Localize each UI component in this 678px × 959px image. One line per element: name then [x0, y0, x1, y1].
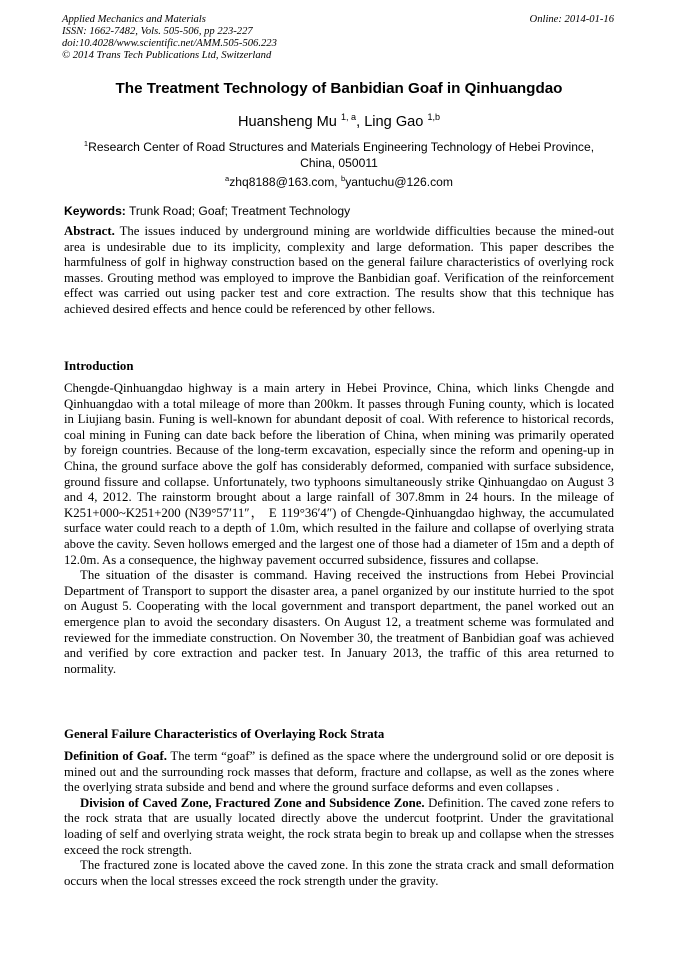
doi-line: doi:10.4028/www.scientific.net/AMM.505-506.223	[62, 38, 277, 49]
email-link[interactable]: zhq8188@163.com,	[229, 175, 342, 189]
author-name: Huansheng Mu	[237, 114, 337, 130]
paragraph: Chengde-Qinhuangdao highway is a main artery in Hebei Province, China, which links Chengde and Qinhuangdao with a total mileage of more than 200km. It passes through Funing county, which is located in Liujiang basin. Funing is well-known for abundant deposit of coal. With reference to historical records, coal mining in Funing can date back before the liberation of China, when mining was primarily operated by foreign countries. Because of the long-term excavation, especially since the reform and opening-up in China, the ground surface above the golf has considerably deformed, companied with surface subsidence, ground fissure and collapse. Unfortunately, two typhoons simultaneously strike Qinhuangdao on August 3 and 4, 2012. The rainstorm brought about a large rainfall of 307.8mm in 24 hours. In the mileage of K251+000~K251+200 (N39°57′11″， E 119°36′4″) of Chengde-Qinhuangdao highway, the accumulated surface water could reach to a depth of 1.0m, which resulted in the failure and collapse of overlying strata above the cavity. Seven hollows emerged and the largest one of those had a diameter of 15m and a depth of 12.0m. As a consequence, the highway pavement occurred subsidence, fissures and collapse.	[64, 381, 614, 567]
abstract	[64, 224, 614, 318]
subsection-label: Definition of Goaf.	[64, 749, 167, 763]
author-name: Ling Gao	[364, 114, 424, 130]
author-superscript: 1,b	[427, 112, 441, 123]
paragraph: The fractured zone is located above the caved zone. In this zone the strata crack and small deformation occurs when the local stresses exceed the rock strength under the gravity.	[64, 858, 614, 888]
affiliation-line: China, 050011	[300, 156, 378, 170]
subsection-label: Division of Caved Zone, Fractured Zone and Subsidence Zone.	[80, 795, 425, 810]
keywords-label: Keywords:	[64, 204, 126, 218]
affiliation	[62, 139, 616, 171]
author-superscript: 1, a	[340, 112, 357, 123]
email-superscript: b	[341, 173, 346, 183]
author-emails	[40, 175, 638, 189]
section-heading: General Failure Characteristics of Overlaying Rock Strata	[64, 727, 385, 741]
author-separator: ,	[356, 114, 365, 130]
introduction-body	[64, 381, 614, 677]
keywords-text: Trunk Road; Goaf; Treatment Technology	[125, 204, 351, 218]
paragraph-text: Definition. The caved zone refers to the rock strata that are usually located directly above the undercut footprint. Under the gravitational loading of self and overlying strata weight, the rock strata begin to break up and collapse when the stresses exceed the rock strength.	[64, 795, 614, 857]
abstract-label: Abstract.	[64, 224, 115, 238]
paragraph	[64, 796, 614, 858]
paragraph-text: The term “goaf” is defined as the space where the underground solid or ore deposit is mined out and the surrounding rock masses that deform, fracture and collapse, as well as the zones where the overlying strata subside and bend and where the ground surface deforms and even collapses .	[64, 749, 614, 795]
email-link[interactable]: yantuchu@126.com	[345, 175, 453, 189]
affiliation-line: Research Center of Road Structures and Materials Engineering Technology of Hebei Province,	[88, 140, 595, 154]
copyright-line: © 2014 Trans Tech Publications Ltd, Switzerland	[62, 50, 272, 61]
paragraph: The situation of the disaster is command. Having received the instructions from Hebei Provincial Department of Transport to support the disaster area, a panel organized by our institute hurried to the spot on August 5. Cooperating with the local government and transport department, the panel worked out an emergence plan to avoid the secondary disasters. On August 12, a treatment scheme was formulated and reviewed for the immediate construction. On November 30, the treatment of Banbidian goaf was achieved and verified by core extraction and packer test. In January 2013, the traffic of this area returned to normality.	[64, 568, 614, 676]
email-superscript: a	[225, 173, 230, 183]
author-list	[40, 114, 638, 130]
paper-title: The Treatment Technology of Banbidian Goaf in Qinhuangdao	[115, 80, 563, 97]
failure-section-body	[64, 749, 614, 889]
journal-header	[62, 14, 277, 62]
journal-name: Applied Mechanics and Materials	[62, 14, 206, 25]
paragraph	[64, 749, 614, 796]
abstract-text: The issues induced by underground mining are worldwide difficulties because the mined-out area is undesirable due to its implicity, complexity and large deformation. This paper describes the harmfulness of golf in highway construction based on the general failure characteristics of overlying rock masses. Grouting method was employed to improve the Banbidian goaf. Verification of the reinforcement effect was carried out using packer test and core extraction. The results show that this technique has achieved desired effects and hence could be referenced by other fellows.	[64, 224, 614, 316]
issn-line: ISSN: 1662-7482, Vols. 505-506, pp 223-227	[62, 26, 253, 37]
section-heading: Introduction	[64, 359, 134, 373]
affiliation-superscript: 1	[83, 138, 89, 148]
online-date: Online: 2014-01-16	[529, 14, 614, 25]
keywords	[64, 204, 350, 218]
